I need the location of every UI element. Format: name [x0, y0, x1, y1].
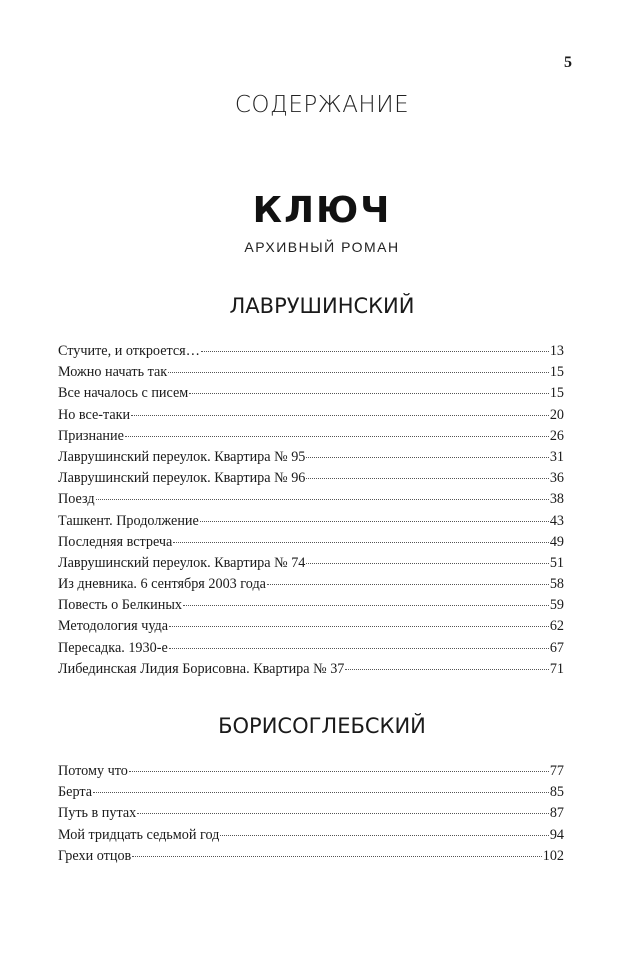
toc-entry[interactable] — [58, 761, 564, 782]
dot-leader — [345, 669, 548, 670]
toc-entry-page: 71 — [549, 660, 564, 677]
toc-entry-page: 67 — [549, 639, 564, 656]
toc-heading: СОДЕРЖАНИЕ — [234, 92, 410, 118]
toc-entry-title: Методология чуда — [58, 618, 169, 635]
toc-entry-page: 59 — [549, 597, 564, 614]
dot-leader — [169, 626, 549, 627]
toc-entry-title: Берта — [58, 784, 93, 801]
dot-leader — [93, 792, 549, 793]
toc-entry-page: 58 — [549, 576, 564, 593]
dot-leader — [132, 856, 541, 857]
dot-leader — [125, 436, 549, 437]
toc-entry[interactable] — [58, 447, 564, 468]
toc-entry-title: Путь в путах — [58, 805, 137, 822]
toc-entry[interactable] — [58, 846, 564, 867]
dot-leader — [183, 605, 549, 606]
toc-entry[interactable] — [58, 362, 564, 383]
toc-entry[interactable] — [58, 383, 564, 404]
dot-leader — [267, 584, 549, 585]
book-subtitle: АРХИВНЫЙ РОМАН — [244, 239, 400, 255]
toc-entry-title: Поезд — [58, 491, 95, 508]
toc-entry-page: 13 — [549, 343, 564, 359]
dot-leader — [169, 648, 549, 649]
toc-entry-page: 31 — [549, 448, 564, 465]
toc-entry[interactable] — [58, 553, 564, 574]
toc-entry-page: 38 — [549, 491, 564, 508]
toc-entry-title: Последняя встреча — [58, 533, 173, 550]
toc-entry-title: Лаврушинский переулок. Квартира № 96 — [58, 470, 306, 487]
toc-entry-title: Из дневника. 6 сентября 2003 года — [58, 576, 266, 593]
toc-entry[interactable] — [58, 825, 564, 846]
toc-entry[interactable] — [58, 468, 564, 489]
toc-list-borisoglebsky — [58, 761, 564, 867]
toc-entry-title: Все началось с писем — [58, 385, 189, 402]
toc-entry-page: 77 — [549, 763, 564, 779]
toc-entry[interactable] — [58, 532, 564, 553]
toc-entry-page: 49 — [549, 533, 564, 550]
toc-entry[interactable] — [58, 616, 564, 637]
toc-entry-title: Либединская Лидия Борисовна. Квартира № 37 — [58, 660, 345, 677]
section-title-lavrushinsky: ЛАВРУШИНСКИЙ — [229, 294, 415, 318]
toc-entry[interactable] — [58, 574, 564, 595]
toc-entry[interactable] — [58, 405, 564, 426]
dot-leader — [168, 372, 549, 373]
section-title-borisoglebsky: БОРИСОГЛЕБСКИЙ — [218, 714, 426, 738]
toc-entry-page: 87 — [549, 805, 564, 822]
toc-entry[interactable] — [58, 638, 564, 659]
toc-entry-page: 15 — [549, 385, 564, 402]
toc-entry-title: Стучите, и откроется… — [58, 343, 200, 359]
toc-entry-title: Но все-таки — [58, 406, 131, 423]
dot-leader — [220, 835, 548, 836]
dot-leader — [200, 521, 549, 522]
dot-leader — [137, 813, 549, 814]
toc-entry-title: Грехи отцов — [58, 847, 132, 864]
toc-entry-title: Повесть о Белкиных — [58, 597, 182, 614]
toc-entry-title: Потому что — [58, 763, 128, 779]
toc-entry[interactable] — [58, 341, 564, 362]
toc-entry-page: 26 — [549, 427, 564, 444]
toc-entry[interactable] — [58, 659, 564, 680]
toc-entry[interactable] — [58, 511, 564, 532]
toc-entry-title: Признание — [58, 427, 124, 444]
toc-entry-title: Мой тридцать седьмой год — [58, 826, 220, 843]
toc-entry-title: Ташкент. Продолжение — [58, 512, 199, 529]
toc-entry-page: 102 — [542, 847, 564, 864]
toc-entry[interactable] — [58, 426, 564, 447]
toc-entry[interactable] — [58, 595, 564, 616]
dot-leader — [306, 457, 548, 458]
toc-entry[interactable] — [58, 489, 564, 510]
toc-entry-page: 43 — [549, 512, 564, 529]
page-number: 5 — [564, 54, 572, 71]
toc-list-lavrushinsky — [58, 341, 564, 680]
dot-leader — [189, 393, 549, 394]
toc-entry-title: Лаврушинский переулок. Квартира № 95 — [58, 448, 306, 465]
toc-entry-page: 20 — [549, 406, 564, 423]
book-title: КЛЮЧ — [252, 190, 392, 231]
toc-entry-page: 94 — [549, 826, 564, 843]
dot-leader — [306, 478, 548, 479]
toc-entry-title: Пересадка. 1930-е — [58, 639, 168, 656]
toc-entry-page: 15 — [549, 364, 564, 381]
toc-entry-page: 36 — [549, 470, 564, 487]
toc-entry[interactable] — [58, 782, 564, 803]
dot-leader — [201, 351, 549, 352]
toc-entry-title: Лаврушинский переулок. Квартира № 74 — [58, 554, 306, 571]
toc-entry-page: 62 — [549, 618, 564, 635]
dot-leader — [129, 771, 549, 772]
dot-leader — [131, 415, 549, 416]
toc-entry[interactable] — [58, 803, 564, 824]
toc-entry-page: 85 — [549, 784, 564, 801]
dot-leader — [96, 499, 549, 500]
toc-entry-page: 51 — [549, 554, 564, 571]
dot-leader — [173, 542, 548, 543]
toc-entry-title: Можно начать так — [58, 364, 168, 381]
dot-leader — [306, 563, 548, 564]
